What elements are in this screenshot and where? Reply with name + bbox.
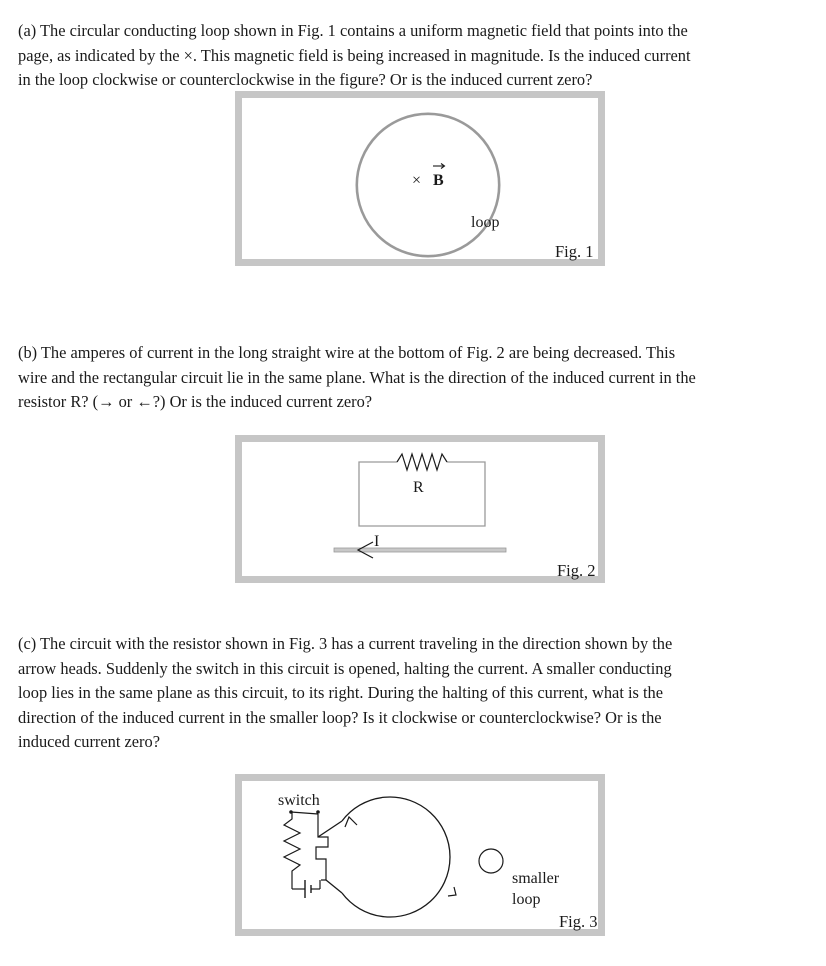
- resistor-zigzag: [284, 812, 300, 879]
- figure-3: [235, 774, 605, 936]
- battery-icon: [292, 879, 320, 898]
- question-b: [18, 341, 818, 415]
- figure-1: [235, 91, 605, 266]
- figure-3-drawing: [242, 781, 598, 929]
- vector-arrow-icon: [433, 164, 445, 169]
- field-into-page-symbol: ×: [412, 172, 422, 189]
- current-arrowhead-bottom-icon: [448, 887, 456, 896]
- question-a-line-3: in the loop clockwise or counterclockwise in the figure? Or is the induced current zero?: [18, 70, 593, 89]
- question-c-line-2: arrow heads. Suddenly the switch in this circuit is opened, halting the current. A smaller conducting: [18, 658, 672, 678]
- resistor-r: [397, 454, 447, 470]
- question-a-line-1: (a) The circular conducting loop shown in Fig. 1 contains a uniform magnetic field that points into the: [18, 21, 688, 40]
- question-b-line-3: resistor R? (→ or ←?) Or is the induced current zero?: [18, 392, 373, 411]
- resistor-label: R: [413, 479, 424, 496]
- circuit-loop: [342, 797, 450, 917]
- question-a-line-2: page, as indicated by the ×. This magnetic field is being increased in magnitude. Is the induced current: [18, 45, 691, 65]
- field-b-label: B: [433, 172, 444, 189]
- switch-icon: [289, 810, 320, 814]
- switch-lead-wire: [316, 814, 328, 880]
- question-b-line-2: wire and the rectangular circuit lie in the same plane. What is the direction of the induced current in the: [18, 367, 696, 387]
- question-a: [18, 19, 818, 93]
- figure-2: [235, 435, 605, 583]
- switch-label: switch: [278, 792, 320, 809]
- loop-label: loop: [471, 214, 500, 231]
- question-c-line-3: loop lies in the same plane as this circuit, to its right. During the halting of this current, what is the: [18, 683, 664, 702]
- question-c-line-1: (c) The circuit with the resistor shown in Fig. 3 has a current traveling in the direction shown by the: [18, 634, 673, 653]
- question-c-line-5: induced current zero?: [18, 732, 160, 751]
- figure-3-caption: Fig. 3: [559, 912, 598, 931]
- figure-1-drawing: [242, 98, 598, 259]
- smaller-loop-label-2: loop: [512, 891, 541, 908]
- question-c: [18, 632, 818, 755]
- smaller-loop: [479, 849, 503, 873]
- figure-2-drawing: [242, 442, 598, 576]
- question-b-line-1: (b) The amperes of current in the long straight wire at the bottom of Fig. 2 are being decreased. This: [18, 343, 676, 362]
- question-c-line-4: direction of the induced current in the smaller loop? Is it clockwise or counterclockwise? Or is the: [18, 707, 662, 727]
- figure-1-caption: Fig. 1: [555, 242, 594, 261]
- current-arrowhead-top-icon: [345, 817, 357, 827]
- current-label: I: [374, 533, 380, 550]
- figure-2-caption: Fig. 2: [557, 561, 596, 580]
- conducting-loop: [357, 114, 499, 256]
- smaller-loop-label-1: smaller: [512, 870, 560, 887]
